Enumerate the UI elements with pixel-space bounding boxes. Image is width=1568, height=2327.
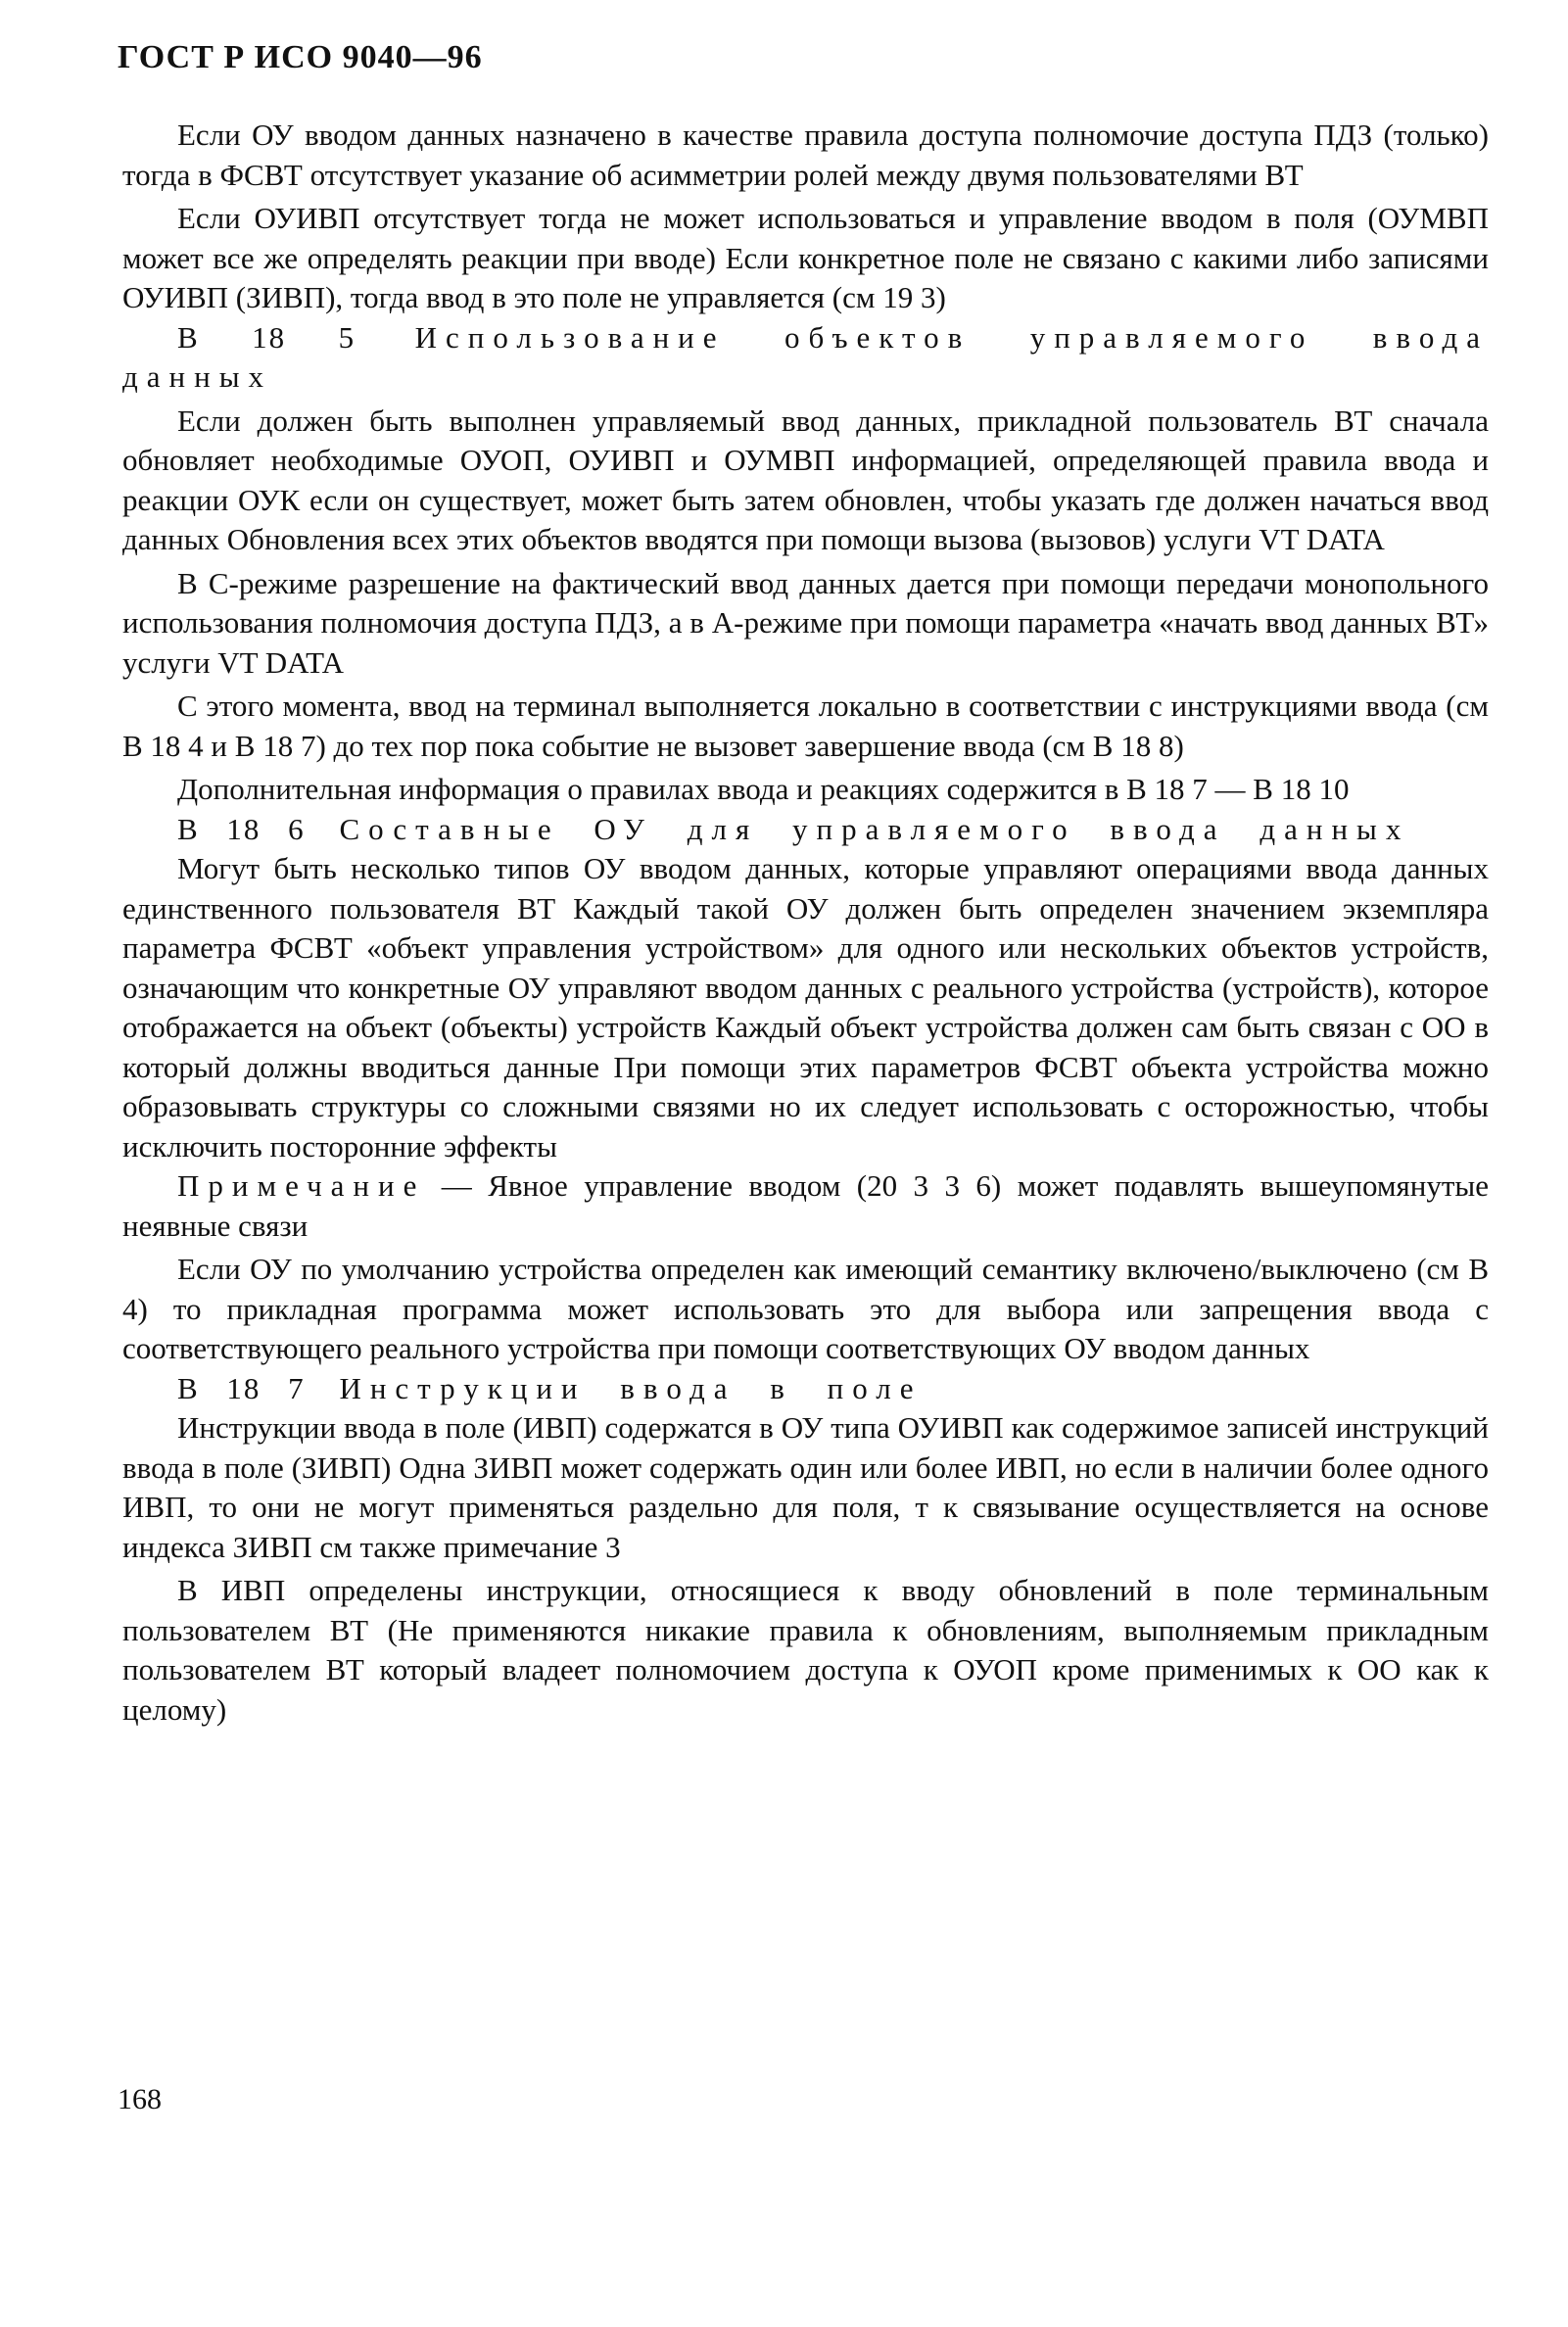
section-title: Составные ОУ для управляемого ввода данных	[339, 811, 1410, 846]
section-number: В 18 5	[177, 319, 356, 355]
section-number: В 18 7	[177, 1370, 306, 1405]
paragraph: С этого момента, ввод на терминал выполняется локально в соответствии с инструкциями ввода (см В 18 4 и В 18 7) до тех пор пока событие не вызовет завершение ввода (см В 18 8)	[122, 689, 1489, 763]
page-number: 168	[118, 2083, 162, 2115]
section-heading-b186	[122, 810, 1489, 850]
section-heading-b187	[122, 1369, 1489, 1409]
paragraph: Если ОУ вводом данных назначено в качестве правила доступа полномочие доступа ПДЗ (только) тогда в ФСВТ отсутствует указание об асимметрии ролей между двумя пользователями ВТ	[122, 118, 1489, 192]
document-body	[122, 116, 1489, 1730]
paragraph: В С-режиме разрешение на фактический ввод данных дается при помощи передачи монопольного использования полномочия доступа ПДЗ, а в А-режиме при помощи параметра «начать ввод данных ВТ» услуги VT DATA	[122, 565, 1489, 680]
section-heading-b185	[122, 318, 1489, 398]
paragraph: Если должен быть выполнен управляемый ввод данных, прикладной пользователь ВТ сначала обновляет необходимые ОУОП, ОУИВП и ОУМВП информацией, определяющей правила ввода и реакции ОУК если он существует, может быть затем обновлен, чтобы указать где должен начаться ввод данных Обновления всех этих объектов вводятся при помощи вызова (вызовов) услуги VT DATA	[122, 403, 1489, 556]
paragraph: В ИВП определены инструкции, относящиеся к вводу обновлений в поле терминальным пользователем ВТ (Не применяются никакие правила к обновлениям, выполняемым прикладным пользователем ВТ который владеет полномочием доступа к ОУОП кроме применимых к ОО как к целому)	[122, 1573, 1489, 1727]
paragraph: Инструкции ввода в поле (ИВП) содержатся в ОУ типа ОУИВП как содержимое записей инструкций ввода в поле (ЗИВП) Одна ЗИВП может содержать один или более ИВП, но если в наличии более одного ИВП, то они не могут применяться раздельно для поля, т к связывание осуществляется на основе индекса ЗИВП см также примечание 3	[122, 1410, 1489, 1564]
section-title: Использование объектов управляемого ввода данных	[122, 319, 1489, 394]
section-title: Инструкции ввода в поле	[339, 1370, 923, 1405]
note-label: Примечание	[177, 1168, 426, 1203]
note	[122, 1166, 1489, 1246]
section-number: В 18 6	[177, 811, 306, 846]
paragraph: Если ОУ по умолчанию устройства определен как имеющий семантику включено/выключено (см В 4) то прикладная программа может использовать это для выбора или запрещения ввода с соответствующего реального устройства при помощи соответствующих ОУ вводом данных	[122, 1252, 1489, 1365]
paragraph: Могут быть несколько типов ОУ вводом данных, которые управляют операциями ввода данных единственного пользователя ВТ Каждый такой ОУ должен быть определен значением экземпляра параметра ФСВТ «объект управления устройством» для одного или нескольких объектов устройств, означающим что конкретные ОУ управляют вводом данных с реального устройства (устройств), которое отображается на объект (объекты) устройств Каждый объект устройства должен сам быть связан с ОО в который должны вводиться данные При помощи этих параметров ФСВТ объекта устройства можно образовывать структуры со сложными связями но их следует использовать с осторожностью, чтобы исключить посторонние эффекты	[122, 851, 1489, 1164]
document-header: ГОСТ Р ИСО 9040—96	[118, 39, 483, 75]
paragraph: Дополнительная информация о правилах ввода и реакциях содержится в В 18 7 — В 18 10	[177, 772, 1350, 806]
note-text: — Явное управление вводом (20 3 3 6) может подавлять вышеупомянутые неявные связи	[122, 1168, 1489, 1243]
paragraph: Если ОУИВП отсутствует тогда не может использоваться и управление вводом в поля (ОУМВП может все же определять реакции при вводе) Если конкретное поле не связано с какими либо записями ОУИВП (ЗИВП), тогда ввод в это поле не управляется (см 19 3)	[122, 201, 1489, 314]
